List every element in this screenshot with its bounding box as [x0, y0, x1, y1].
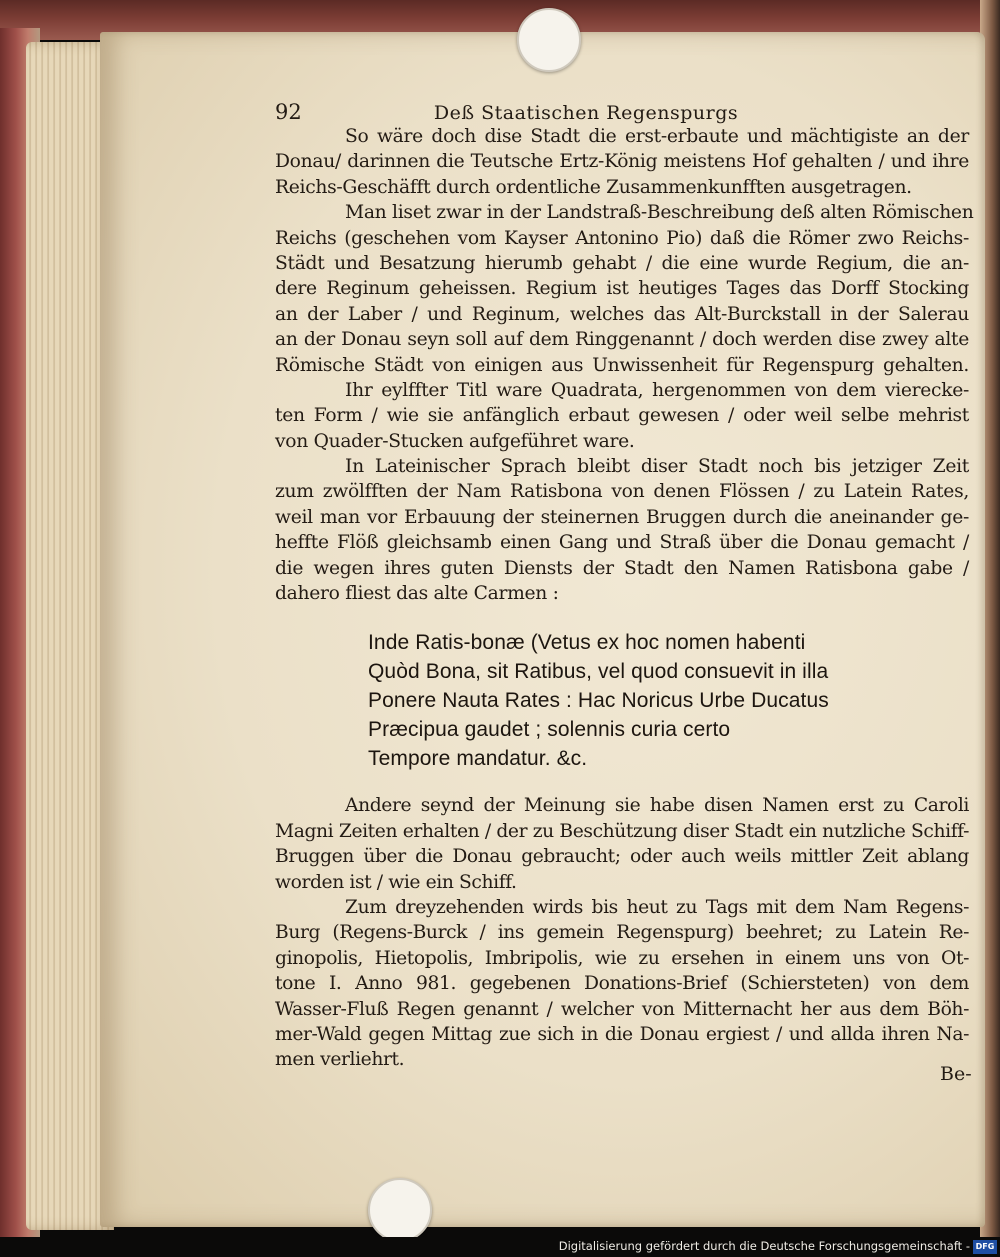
- prose-line: Städt und Besatzung hierumb gehabt / die eine wurde Regium, die an-: [275, 252, 969, 274]
- prose-line: Man liset zwar in der Landstraß-Beschreibung deß alten Römischen: [345, 202, 974, 224]
- poem-verse: Tempore mandatur. &c.: [368, 747, 588, 771]
- prose-line: Donau/ darinnen die Teutsche Ertz-König meistens Hof gehalten / und ihre: [275, 151, 969, 173]
- prose-line: Andere seynd der Meinung sie habe disen Namen erst zu Caroli: [345, 795, 969, 817]
- prose-line: worden ist / wie ein Schiff.: [275, 871, 517, 893]
- prose-line: Wasser-Fluß Regen genannt / welcher von Mitternacht her aus dem Böh-: [275, 998, 969, 1020]
- latin-poem: [368, 628, 969, 773]
- prose-line: dere Reginum geheissen. Regium ist heutiges Tages das Dorff Stocking: [275, 278, 969, 300]
- prose-line: men verliehrt.: [275, 1049, 405, 1071]
- prose-line: Magni Zeiten erhalten / der zu Beschützung diser Stadt ein nutzliche Schiff-: [275, 820, 969, 842]
- prose-line: tone I. Anno 981. gegebenen Donations-Brief (Schiersteten) von dem: [275, 973, 969, 995]
- dfg-logo: DFG: [973, 1240, 997, 1254]
- prose-line: mer-Wald gegen Mittag zue sich in die Donau ergiest / und allda ihren Na-: [275, 1023, 969, 1045]
- prose-line: Reichs (geschehen vom Kayser Antonino Pio) daß die Römer zwo Reichs-: [275, 227, 969, 249]
- prose-top: [275, 124, 974, 606]
- prose-line: dahero fliest das alte Carmen :: [275, 583, 559, 605]
- prose-line: zum zwölfften der Nam Ratisbona von denen Flössen / zu Latein Rates,: [275, 481, 969, 503]
- prose-line: von Quader-Stucken aufgeführet ware.: [275, 430, 635, 452]
- prose-line: Reichs-Geschäfft durch ordentliche Zusammenkunfften ausgetragen.: [275, 176, 912, 198]
- poem-verse: Quòd Bona, sit Ratibus, vel quod consuevit in illa: [368, 660, 829, 684]
- prose-line: Zum dreyzehenden wirds bis heut zu Tags mit dem Nam Regens-: [345, 896, 969, 918]
- running-head: Deß Staatischen Regenspurgs: [433, 102, 739, 124]
- prose-line: So wäre doch dise Stadt die erst-erbaute und mächtigiste an der: [345, 126, 969, 147]
- prose-bottom: [275, 793, 969, 1072]
- prose-line: Bruggen über die Donau gebraucht; oder auch weils mittler Zeit ablang: [275, 846, 969, 868]
- scan-clip-bottom: [368, 1178, 432, 1237]
- prose-line: an der Donau seyn soll auf dem Ringgenannt / doch werden dise zwey alte: [275, 329, 969, 351]
- prose-line: ten Form / wie sie anfänglich erbaut gewesen / oder weil selbe mehrist: [275, 405, 969, 427]
- prose-line: die wegen ihres guten Diensts der Stadt den Namen Ratisbona gabe /: [275, 557, 969, 579]
- prose-line: Burg (Regens-Burck / ins gemein Regenspurg) beehret; zu Latein Re-: [275, 922, 969, 944]
- prose-line: Römische Städt von einigen aus Unwissenheit für Regenspurg gehalten.: [275, 354, 969, 376]
- prose-line: ginopolis, Hietopolis, Imbripolis, wie zu ersehen in einem uns von Ot-: [275, 947, 969, 969]
- prose-line: In Lateinischer Sprach bleibt diser Stadt noch bis jetziger Zeit: [345, 456, 969, 478]
- catchword: Be-: [940, 1063, 972, 1085]
- prose-line: weil man vor Erbauung der steinernen Bruggen durch die aneinander ge-: [275, 506, 969, 528]
- footer-bar: [0, 1237, 1000, 1257]
- page-text: [275, 100, 974, 1073]
- prose-line: Ihr eylffter Titl ware Quadrata, hergenommen von dem vierecke-: [345, 379, 969, 401]
- scan-clip-top: [517, 8, 581, 72]
- page-number: 92: [275, 100, 302, 124]
- poem-verse: Inde Ratis-bonæ (Vetus ex hoc nomen habenti: [368, 631, 806, 655]
- prose-line: heffte Flöß gleichsamb einen Gang und Straß über die Donau gemacht /: [275, 532, 969, 554]
- page-header: [275, 100, 969, 124]
- poem-verse: Ponere Nauta Rates : Hac Noricus Urbe Ducatus: [368, 689, 829, 713]
- poem-verse: Præcipua gaudet ; solennis curia certo: [368, 718, 731, 742]
- funding-credit: Digitalisierung gefördert durch die Deutsche Forschungsgemeinschaft -: [558, 1239, 970, 1253]
- prose-line: an der Laber / und Reginum, welches das Alt-Burckstall in der Salerau: [275, 303, 969, 325]
